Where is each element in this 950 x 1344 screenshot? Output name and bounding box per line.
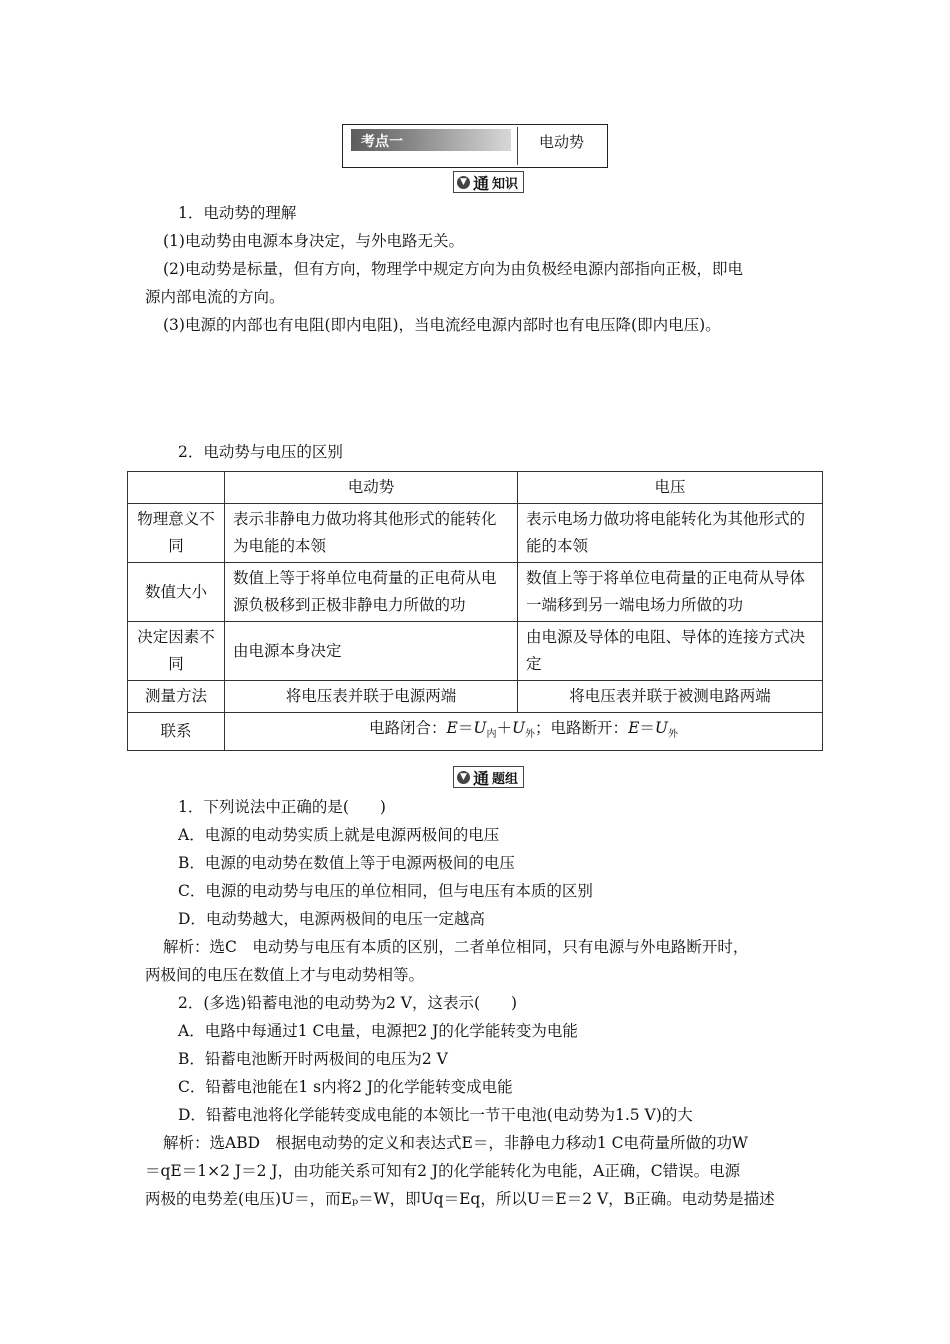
option: A．电源的电动势实质上就是电源两极间的电压 (178, 826, 500, 844)
answer: 解析：选C 电动势与电压有本质的区别，二者单位相同，只有电源与外电路断开时， (163, 938, 749, 956)
option: B．电源的电动势在数值上等于电源两极间的电压 (178, 854, 515, 872)
table-row (128, 472, 823, 504)
row-label: 联系 (128, 713, 225, 751)
table-header: 电动势 (225, 472, 518, 504)
table-cell: 将电压表并联于被测电路两端 (518, 681, 823, 713)
option: D．铅蓄电池将化学能转变成电能的本领比一节干电池(电动势为1.5 V)的大 (178, 1106, 693, 1124)
option: A．电路中每通过1 C电量，电源把2 J的化学能转变为电能 (178, 1022, 578, 1040)
question-stem: 1．下列说法中正确的是( ) (178, 798, 386, 816)
row-label: 决定因素不同 (128, 622, 225, 681)
topic-title: 电动势 (539, 133, 585, 151)
exercise-badge: ▼ 通 题组 (453, 766, 524, 788)
table-cell: 将电压表并联于电源两端 (225, 681, 518, 713)
section2-heading: 2．电动势与电压的区别 (178, 443, 343, 461)
table-row (128, 713, 823, 751)
paragraph: (2)电动势是标量，但有方向，物理学中规定方向为由负极经电源内部指向正极，即电 (163, 260, 743, 278)
row-label: 数值大小 (128, 563, 225, 622)
table-cell: 数值上等于将单位电荷量的正电荷从导体一端移到另一端电场力所做的功 (518, 563, 823, 622)
answer: 解析：选ABD 根据电动势的定义和表达式E＝，非静电力移动1 C电荷量所做的功W (163, 1134, 748, 1152)
formula-cell: 电路闭合：$E=U_内+U_外$；电路断开：$E=U_外$ (225, 713, 823, 751)
option: D．电动势越大，电源两极间的电压一定越高 (178, 910, 485, 928)
table-cell: 由电源及导体的电阻、导体的连接方式决定 (518, 622, 823, 681)
header-divider (517, 127, 518, 165)
table-header: 电压 (518, 472, 823, 504)
topic-tag: 考点一 (351, 129, 511, 151)
table-cell: 数值上等于将单位电荷量的正电荷从电源负极移到正极非静电力所做的功 (225, 563, 518, 622)
answer: 两极的电势差(电压)U＝，而Eₚ＝W，即Uq＝Eq，所以U＝E＝2 V，B正确。电动势是描述 (145, 1190, 775, 1208)
table-cell: 表示电场力做功将电能转化为其他形式的能的本领 (518, 504, 823, 563)
option: C．铅蓄电池能在1 s内将2 J的化学能转变成电能 (178, 1078, 513, 1096)
option: C．电源的电动势与电压的单位相同，但与电压有本质的区别 (178, 882, 593, 900)
section1-heading: 1．电动势的理解 (178, 204, 297, 222)
table-row (128, 622, 823, 681)
comparison-table (127, 471, 823, 751)
topic-header (342, 124, 608, 168)
table-row (128, 563, 823, 622)
paragraph: (1)电动势由电源本身决定，与外电路无关。 (163, 232, 464, 250)
question-stem: 2．(多选)铅蓄电池的电动势为2 V，这表示( ) (178, 994, 518, 1012)
knowledge-badge: ▼ 通 知识 (453, 171, 524, 193)
answer: 两极间的电压在数值上才与电动势相等。 (145, 966, 425, 984)
paragraph: (3)电源的内部也有电阻(即内电阻)，当电流经电源内部时也有电压降(即内电压)。 (163, 316, 721, 334)
table-cell: 由电源本身决定 (225, 622, 518, 681)
option: B．铅蓄电池断开时两极间的电压为2 V (178, 1050, 448, 1068)
table-row (128, 504, 823, 563)
table-cell: 表示非静电力做功将其他形式的能转化为电能的本领 (225, 504, 518, 563)
chevron-down-icon: ▼ (457, 176, 470, 189)
table-row (128, 681, 823, 713)
table-cell (128, 472, 225, 504)
paragraph: 源内部电流的方向。 (145, 288, 285, 306)
chevron-down-icon: ▼ (457, 771, 470, 784)
row-label: 测量方法 (128, 681, 225, 713)
answer: ＝qE＝1×2 J＝2 J，由功能关系可知有2 J的化学能转化为电能，A正确，C错误。电源 (145, 1162, 741, 1180)
row-label: 物理意义不同 (128, 504, 225, 563)
